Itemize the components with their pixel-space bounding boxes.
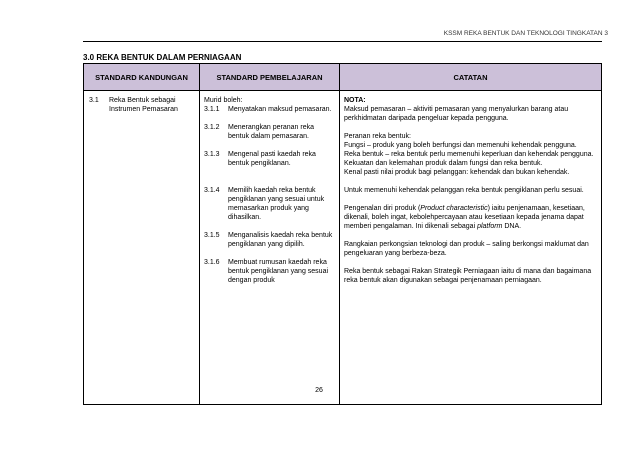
content-standard-number: 3.1 [89, 97, 99, 104]
table-row [84, 91, 602, 405]
notes-line: Kekuatan dan kelemahan produk dalam fungsi dan reka bentuk. [344, 160, 543, 167]
header-learning-standard: STANDARD PEMBELAJARAN [200, 64, 340, 91]
learning-item [204, 123, 335, 141]
learning-item-number: 3.1.3 [204, 151, 220, 158]
notes-line: Reka bentuk – reka bentuk perlu memenuhi keperluan dan kehendak pengguna. [344, 151, 594, 158]
learning-intro: Murid boleh: [204, 97, 243, 104]
learning-item [204, 186, 335, 222]
learning-item-text: Menerangkan peranan reka bentuk dalam pemasaran. [228, 124, 315, 140]
notes-paragraph: Maksud pemasaran – aktiviti pemasaran yang menyalurkan barang atau perkhidmatan daripada pengeluar kepada pengguna. [344, 106, 569, 122]
notes-paragraph: Rangkaian perkongsian teknologi dan produk – saling berkongsi maklumat dan pengeluaran yang berbeza-beza. [344, 241, 589, 257]
learning-item [204, 231, 335, 249]
notes-text: Pengenalan diri produk ( [344, 205, 421, 212]
header-content-standard: STANDARD KANDUNGAN [84, 64, 200, 91]
learning-item [204, 258, 335, 285]
notes-paragraph: Untuk memenuhi kehendak pelanggan reka bentuk pengiklanan perlu sesuai. [344, 187, 584, 194]
section-title: 3.0 REKA BENTUK DALAM PERNIAGAAN [83, 53, 242, 62]
notes-italic-text: platform [477, 223, 503, 230]
notes-italic-text: Product characteristic [420, 205, 488, 212]
running-header: KSSM REKA BENTUK DAN TEKNOLOGI TINGKATAN 3 [443, 30, 608, 37]
learning-item-text: Menganalisis kaedah reka bentuk pengiklanan yang dipilih. [228, 232, 333, 248]
notes-line: Fungsi – produk yang boleh berfungsi dan memenuhi kehendak pengguna. [344, 142, 577, 149]
notes-paragraph [344, 204, 597, 231]
notes-cell [340, 91, 602, 405]
learning-standard-cell [200, 91, 340, 405]
notes-text: ) iaitu penjenamaan, kesetiaan, dikenali, boleh ingat, kebolehpercayaan atau kesetiaan kepada jenama dapat memberi pengalaman. Ini dikenali sebagai [344, 205, 585, 230]
notes-title: NOTA: [344, 97, 366, 104]
table-header-row [84, 64, 602, 91]
learning-item-text: Mengenal pasti kaedah reka bentuk pengiklanan. [228, 151, 316, 167]
notes-paragraph [344, 132, 597, 177]
learning-item-number: 3.1.2 [204, 124, 220, 131]
notes-line: Kenal pasti nilai produk bagi pelanggan: kehendak dan bukan kehendak. [344, 169, 570, 176]
learning-item-text: Menyatakan maksud pemasaran. [228, 106, 332, 113]
notes-paragraph: Reka bentuk sebagai Rakan Strategik Perniagaan iaitu di mana dan bagaimana reka bentuk akan digunakan sebagai penjenamaan perniagaan. [344, 268, 592, 284]
curriculum-table [83, 63, 602, 405]
content-standard-title: Reka Bentuk sebagai Instrumen Pemasaran [109, 97, 178, 113]
learning-item [204, 150, 335, 168]
page-number: 26 [315, 387, 323, 394]
learning-item-number: 3.1.6 [204, 259, 220, 266]
learning-item-number: 3.1.4 [204, 187, 220, 194]
learning-item [204, 105, 335, 114]
header-rule [83, 41, 602, 42]
learning-item-text: Memilih kaedah reka bentuk pengiklanan yang sesuai untuk memasarkan produk yang dihasilkan. [228, 187, 325, 221]
header-notes: CATATAN [340, 64, 602, 91]
learning-item-number: 3.1.5 [204, 232, 220, 239]
learning-item-number: 3.1.1 [204, 106, 220, 113]
learning-item-text: Membuat rumusan kaedah reka bentuk pengiklanan yang sesuai dengan produk [228, 259, 329, 284]
content-standard-cell [84, 91, 200, 405]
notes-line: Peranan reka bentuk: [344, 133, 411, 140]
notes-text: DNA. [502, 223, 522, 230]
